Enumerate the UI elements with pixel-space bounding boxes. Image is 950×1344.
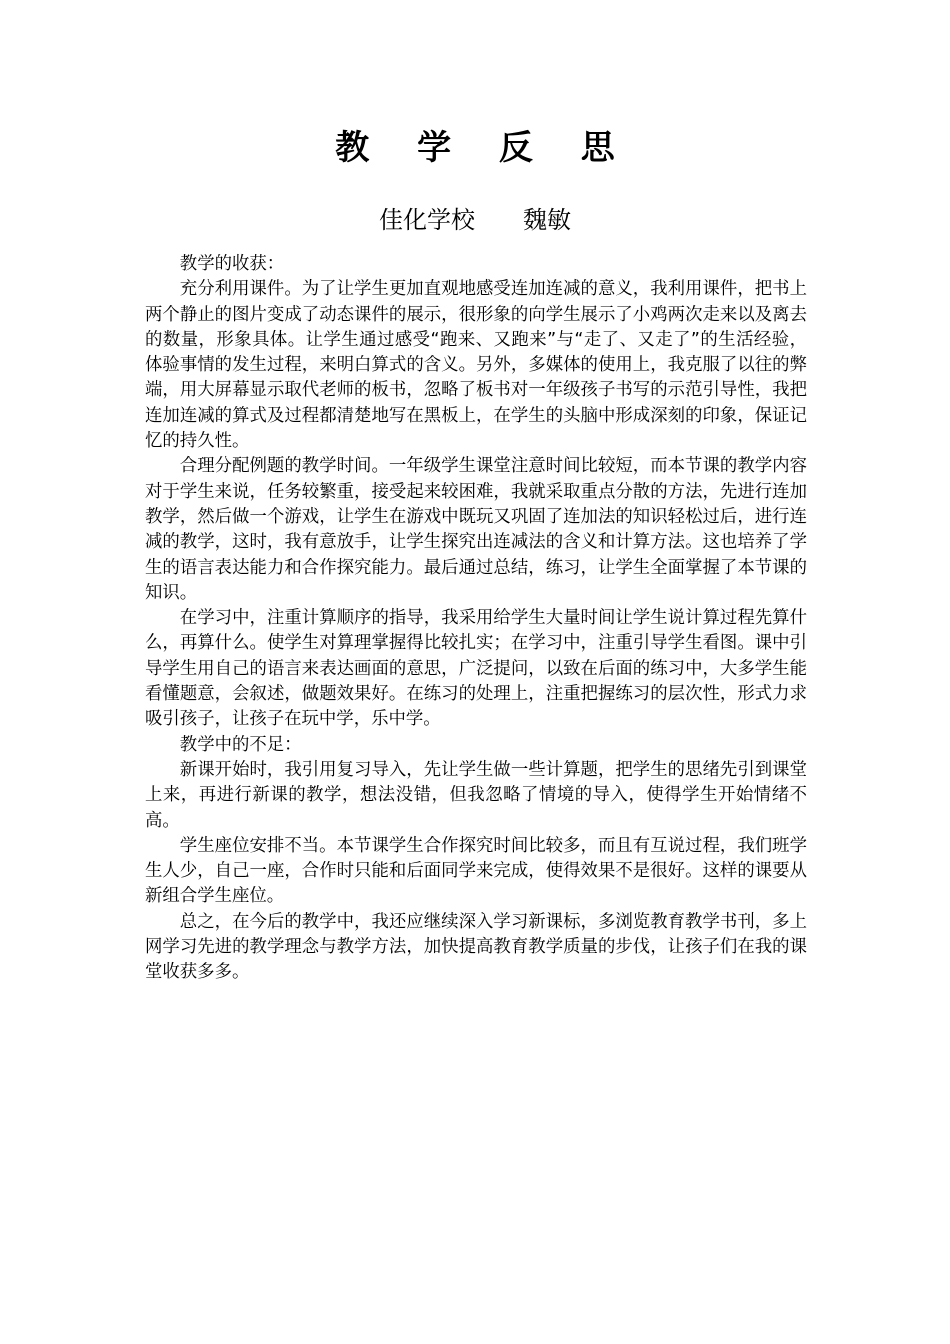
- school-name: 佳化学校: [379, 206, 475, 234]
- paragraph: 充分利用课件。为了让学生更加直观地感受连加连减的意义，我利用课件，把书上两个静止的图片变成了动态课件的展示，很形象的向学生展示了小鸡两次走来以及离去的数量，形象具体。让学生通过感受“跑来、又跑来”与“走了、又走了”的生活经验，体验事情的发生过程，来明白算式的含义。另外，多媒体的使用上，我克服了以往的弊端，用大屏幕显示取代老师的板书，忽略了板书对一年级孩子书写的示范引导性，我把连加连减的算式及过程都清楚地写在黑板上，在学生的头脑中形成深刻的印象，保证记忆的持久性。: [145, 279, 807, 452]
- document-title: 教 学 反 思: [335, 128, 633, 168]
- paragraph: 总之，在今后的教学中，我还应继续深入学习新课标，多浏览教育教学书刊，多上网学习先进的教学理念与教学方法，加快提高教育教学质量的步伐，让孩子们在我的课堂收获多多。: [145, 911, 807, 983]
- section-heading-shortcomings: 教学中的不足：: [179, 734, 302, 755]
- document-body: [145, 252, 807, 986]
- paragraph: 在学习中，注重计算顺序的指导，我采用给学生大量时间让学生说计算过程先算什么，再算什么。使学生对算理掌握得比较扎实；在学习中，注重引导学生看图。课中引导学生用自己的语言来表达画面的意思，广泛提问，以致在后面的练习中，大多学生能看懂题意，会叙述，做题效果好。在练习的处理上，注重把握练习的层次性，形式力求吸引孩子，让孩子在玩中学，乐中学。: [145, 608, 807, 730]
- paragraph: 合理分配例题的教学时间。一年级学生课堂注意时间比较短，而本节课的教学内容对于学生来说，任务较繁重，接受起来较困难，我就采取重点分散的方法，先进行连加教学，然后做一个游戏，让学生在游戏中既玩又巩固了连加法的知识轻松过后，进行连减的教学，这时，我有意放手，让学生探究出连减法的含义和计算方法。这也培养了学生的语言表达能力和合作探究能力。最后通过总结，练习，让学生全面掌握了本节课的知识。: [145, 456, 807, 603]
- paragraph: 新课开始时，我引用复习导入，先让学生做一些计算题，把学生的思绪先引到课堂上来，再进行新课的教学，想法没错，但我忽略了情境的导入，使得学生开始情绪不高。: [145, 759, 807, 831]
- author-name: 魏敏: [523, 206, 571, 234]
- paragraph: 学生座位安排不当。本节课学生合作探究时间比较多，而且有互说过程，我们班学生人少，自己一座，合作时只能和后面同学来完成，使得效果不是很好。这样的课要从新组合学生座位。: [145, 835, 807, 907]
- section-heading-gains: 教学的收获：: [179, 254, 285, 274]
- byline: [0, 202, 950, 238]
